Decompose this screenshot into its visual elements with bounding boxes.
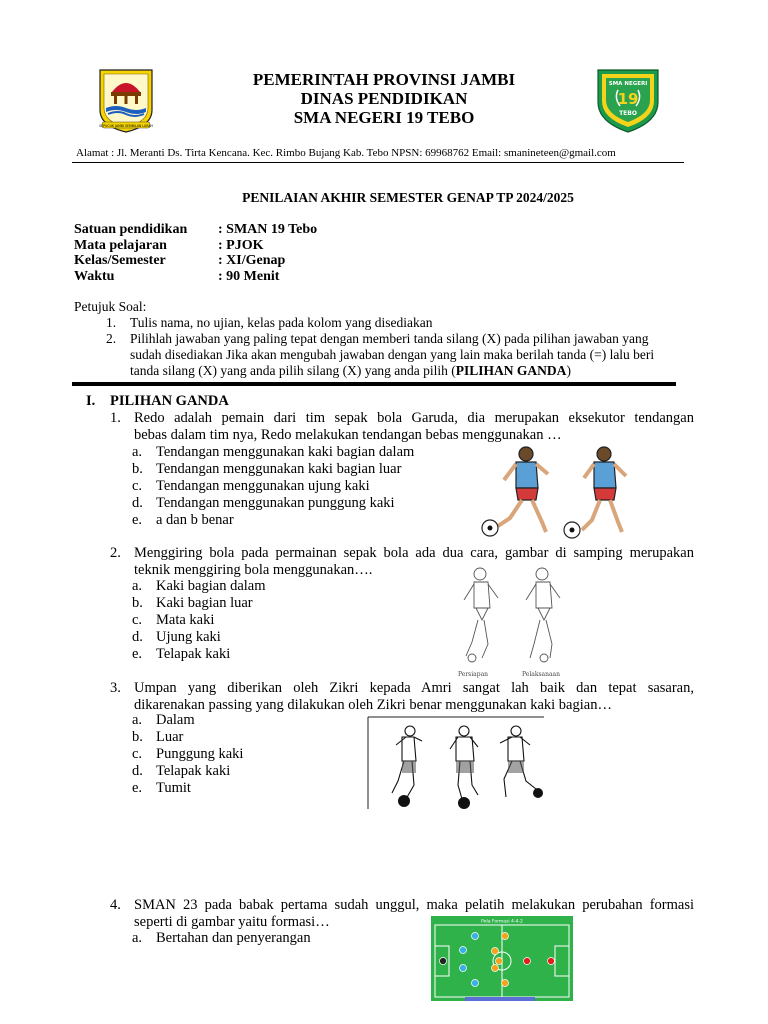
exam-title: PENILAIAN AKHIR SEMESTER GENAP TP 2024/2025 [242,190,574,205]
caption-preparation: Persiapan [458,671,489,678]
instruction-item: 1. Tulis nama, no ujian, kelas pada kolom yang disediakan [106,315,433,330]
question-1: 1. Redo adalah pemain dari tim sepak bola Garuda, dia merupakan eksekutor tendangan bebas dalam tim nya, Redo melakukan tendangan bebas menggunakan … [110,410,694,443]
shield-number: 19 [617,90,639,108]
formation-title: Pola Formasi 4-4-2 [481,919,523,925]
section-divider [72,382,676,386]
letterhead-titles [180,70,588,127]
instruction-continued: tanda silang (X) yang anda pilih silang (X) yang anda pilih (PILIHAN GANDA) [130,363,571,378]
question-1-illustration [476,440,646,542]
answer-option[interactable]: d. Telapak kaki [132,763,231,779]
answer-option[interactable]: b. Tendangan menggunakan kaki bagian luar [132,461,402,477]
question-text-continued: dikarenakan passing yang dilakukan oleh Zikri benar menggunakan kaki bagian… [134,697,612,713]
shield-top-text: SMA NEGERI [608,81,648,87]
answer-option[interactable]: e. a dan b benar [132,512,234,528]
instructions-heading: Petujuk Soal: [74,299,147,314]
school-name: SMA NEGERI 19 TEBO [293,108,475,127]
jambi-province-crest-icon [96,66,156,136]
caption-execution: Pelaksanaan [522,671,560,678]
answer-option[interactable]: b. Kaki bagian luar [132,595,253,611]
answer-option[interactable]: e. Telapak kaki [132,646,231,662]
answer-option[interactable]: a. Bertahan dan penyerangan [132,930,311,946]
question-3-options [132,712,352,797]
identity-row: Mata pelajaran : PJOK [74,237,264,253]
question-4-options [132,930,412,947]
question-4: 4. SMAN 23 pada babak pertama sudah unggul, maka pelatih melakukan perubahan formasi seperti di gambar yaitu formasi… [110,897,694,930]
instruction-continued: sudah disediakan Jika akan mengubah jawaban dengan yang lain maka berilah tanda (=) lalu beri [130,347,655,362]
question-text-continued: teknik menggiring bola menggunakan…. [134,562,373,578]
answer-option[interactable]: a. Kaki bagian dalam [132,578,266,594]
dribbling-sketch-icon [452,564,582,680]
question-1-options [132,444,452,529]
section-heading: I. PILIHAN GANDA [86,393,229,409]
passing-sequence-icon [366,715,546,811]
identity-block [74,222,474,284]
answer-option[interactable]: b. Luar [132,729,184,745]
instruction-item: 2. Pilihlah jawaban yang paling tepat dengan memberi tanda silang (X) pada pilihan jawaban yang [106,331,649,346]
soccer-players-kicking-icon [476,440,646,542]
question-3-illustration [366,715,546,811]
answer-option[interactable]: c. Mata kaki [132,612,215,628]
left-logo [96,66,156,136]
question-2-illustration [452,564,582,680]
government-name: PEMERINTAH PROVINSI JAMBI [252,70,516,89]
answer-option[interactable]: a. Dalam [132,712,195,728]
question-2: 2. Menggiring bola pada permainan sepak bola ada dua cara, gambar di samping merupakan teknik menggiring bola menggunakan…. [110,545,694,578]
instructions-list [106,315,696,379]
right-logo [592,66,664,136]
school-shield-logo-icon [592,66,664,136]
answer-option[interactable]: a. Tendangan menggunakan kaki bagian dalam [132,444,415,460]
question-2-options [132,578,432,663]
header-divider [72,162,684,163]
question-text-continued: bebas dalam tim nya, Redo melakukan tendangan bebas menggunakan … [134,427,562,443]
department-name: DINAS PENDIDIKAN [300,89,468,108]
answer-option[interactable]: c. Punggung kaki [132,746,244,762]
crest-motto: SEPUCUK JAMBI SEMBILAN LURAH [99,123,153,128]
question-3: 3. Umpan yang diberikan oleh Zikri kepada Amri sangat lah baik dan tepat sasaran, dikarenakan passing yang dilakukan oleh Zikri benar menggunakan kaki bagian… [110,680,694,713]
answer-option[interactable]: d. Ujung kaki [132,629,221,645]
identity-row: Kelas/Semester : XI/Genap [74,253,286,268]
question-text-continued: seperti di gambar yaitu formasi… [134,914,330,930]
answer-option[interactable]: c. Tendangan menggunakan ujung kaki [132,478,370,494]
question-4-illustration [431,916,573,1001]
answer-option[interactable]: e. Tumit [132,780,191,796]
soccer-formation-field-icon [431,916,573,1001]
identity-row: Satuan pendidikan : SMAN 19 Tebo [74,222,318,237]
school-address: Alamat : Jl. Meranti Ds. Tirta Kencana. Kec. Rimbo Bujang Kab. Tebo NPSN: 69968762 Email: smanineteen@gmail.com [76,147,616,159]
shield-bottom-text: TEBO [619,110,637,117]
identity-row: Waktu : 90 Menit [74,268,280,284]
answer-option[interactable]: d. Tendangan menggunakan punggung kaki [132,495,395,511]
